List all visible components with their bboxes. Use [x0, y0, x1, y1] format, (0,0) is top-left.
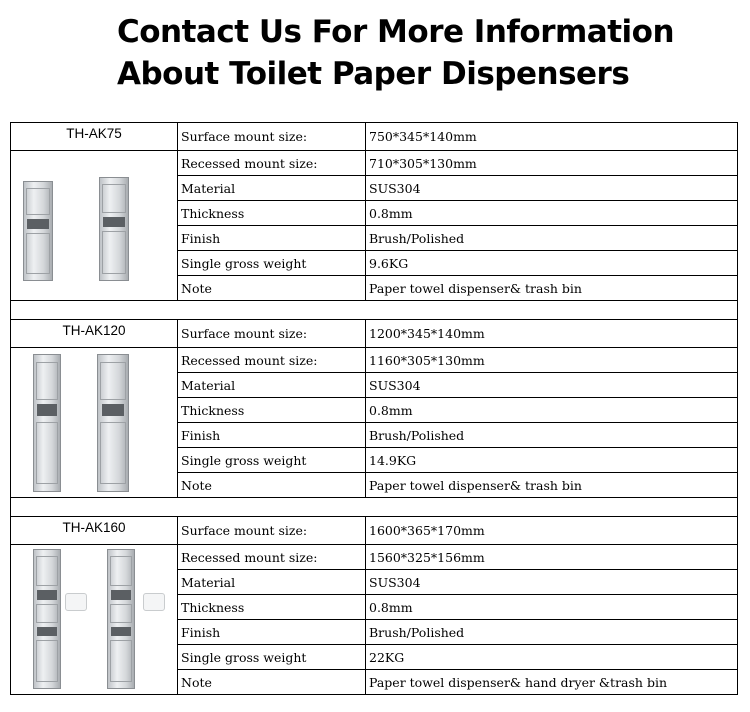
- spec-label: Surface mount size:: [178, 320, 366, 348]
- spec-label: Single gross weight: [178, 645, 366, 670]
- table-row: [11, 517, 738, 545]
- table-row: [11, 545, 738, 570]
- dispenser-surface-image: [33, 549, 61, 689]
- dispenser-recessed-image: [97, 354, 129, 492]
- spec-label: Finish: [178, 423, 366, 448]
- spec-value: 14.9KG: [366, 448, 738, 473]
- spec-value: 1200*345*140mm: [366, 320, 738, 348]
- spec-value: Brush/Polished: [366, 226, 738, 251]
- spec-value: Paper towel dispenser& trash bin: [366, 473, 738, 498]
- table-row: [11, 348, 738, 373]
- table-spacer-row: [11, 301, 738, 320]
- table-row: [11, 320, 738, 348]
- spec-label: Material: [178, 570, 366, 595]
- spec-label: Recessed mount size:: [178, 545, 366, 570]
- spec-value: 710*305*130mm: [366, 151, 738, 176]
- spec-label: Recessed mount size:: [178, 348, 366, 373]
- product-image: [11, 545, 178, 695]
- table-spacer-row: [11, 498, 738, 517]
- table-row: [11, 151, 738, 176]
- spec-value: 9.6KG: [366, 251, 738, 276]
- model-name: TH-AK120: [11, 320, 178, 348]
- spec-label: Surface mount size:: [178, 517, 366, 545]
- product-image: [11, 348, 178, 498]
- spec-label: Thickness: [178, 398, 366, 423]
- spec-label: Thickness: [178, 201, 366, 226]
- spec-value: Brush/Polished: [366, 620, 738, 645]
- spec-value: 1560*325*156mm: [366, 545, 738, 570]
- spec-label: Finish: [178, 620, 366, 645]
- spec-value: 0.8mm: [366, 398, 738, 423]
- spec-value: 1160*305*130mm: [366, 348, 738, 373]
- table-row: [11, 123, 738, 151]
- spec-value: 1600*365*170mm: [366, 517, 738, 545]
- dispenser-recessed-image: [107, 549, 135, 689]
- headline-line-2: About Toilet Paper Dispensers: [117, 56, 630, 92]
- spec-value: 22KG: [366, 645, 738, 670]
- model-name: TH-AK75: [11, 123, 178, 151]
- spec-value: Paper towel dispenser& hand dryer &trash bin: [366, 670, 738, 695]
- spec-value: SUS304: [366, 176, 738, 201]
- spec-table: [10, 122, 738, 695]
- spec-label: Note: [178, 276, 366, 301]
- spec-label: Note: [178, 670, 366, 695]
- spec-label: Single gross weight: [178, 251, 366, 276]
- spec-label: Material: [178, 176, 366, 201]
- dispenser-surface-image: [33, 354, 61, 492]
- spec-label: Thickness: [178, 595, 366, 620]
- product-image: [11, 151, 178, 301]
- spec-value: 750*345*140mm: [366, 123, 738, 151]
- dispenser-recessed-image: [99, 177, 129, 281]
- dispenser-surface-image: [23, 181, 53, 281]
- spec-label: Finish: [178, 226, 366, 251]
- spec-label: Surface mount size:: [178, 123, 366, 151]
- headline-line-1: Contact Us For More Information: [117, 14, 675, 50]
- spec-label: Single gross weight: [178, 448, 366, 473]
- hand-dryer-image: [65, 593, 87, 611]
- spec-label: Material: [178, 373, 366, 398]
- spec-label: Recessed mount size:: [178, 151, 366, 176]
- spec-value: 0.8mm: [366, 201, 738, 226]
- hand-dryer-image: [143, 593, 165, 611]
- spec-label: Note: [178, 473, 366, 498]
- spec-value: Paper towel dispenser& trash bin: [366, 276, 738, 301]
- spec-value: SUS304: [366, 570, 738, 595]
- spec-value: 0.8mm: [366, 595, 738, 620]
- model-name: TH-AK160: [11, 517, 178, 545]
- spec-value: Brush/Polished: [366, 423, 738, 448]
- spec-value: SUS304: [366, 373, 738, 398]
